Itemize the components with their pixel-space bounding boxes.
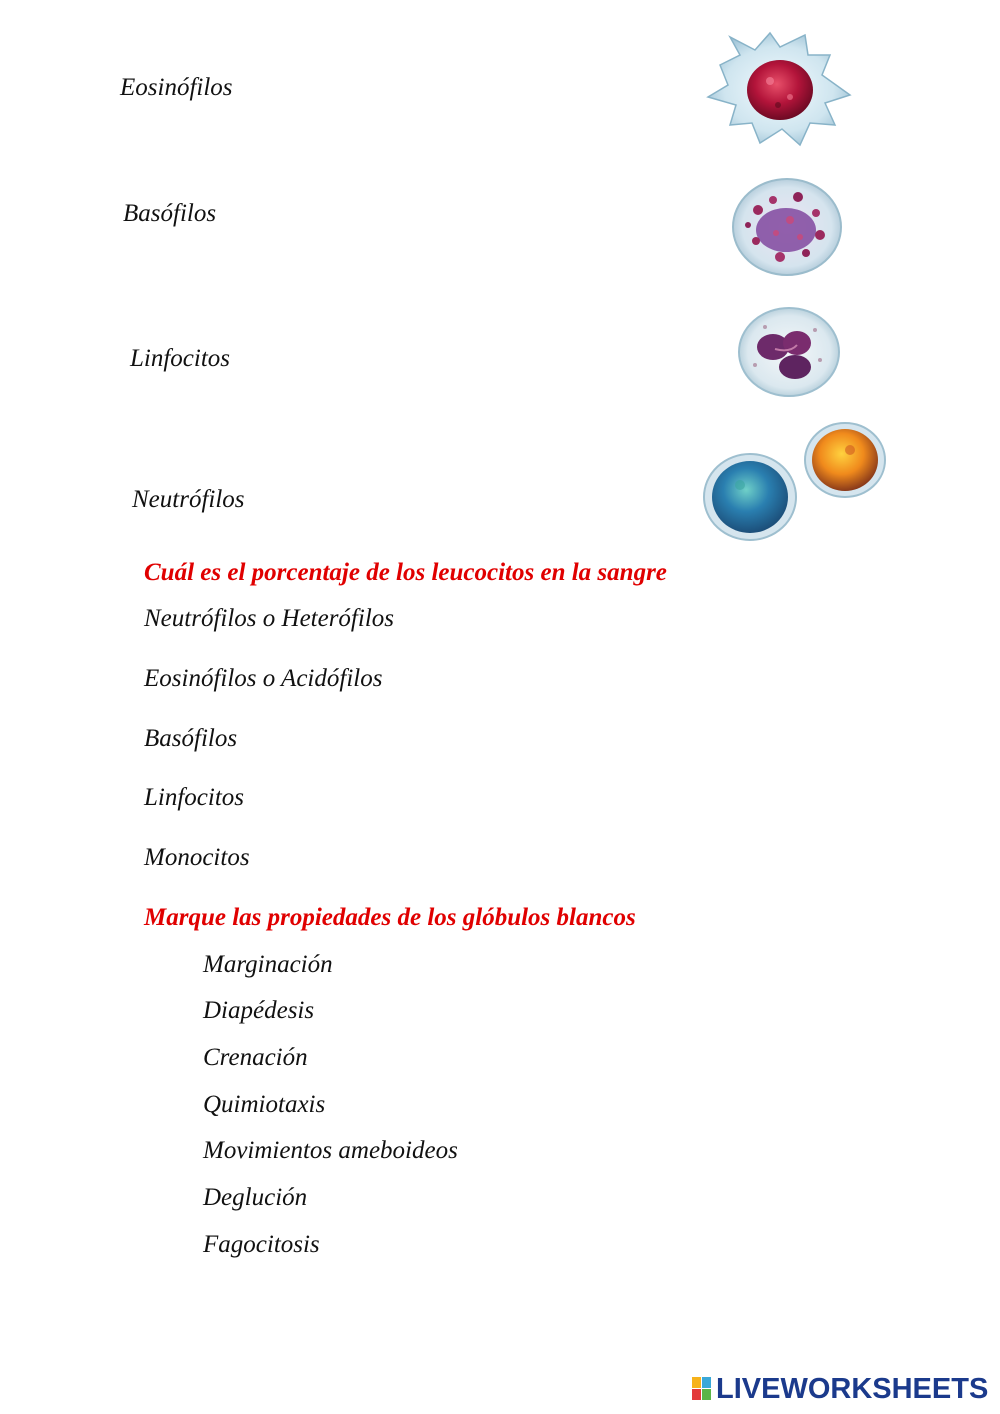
liveworksheets-logo-text: LIVEWORKSHEETS	[716, 1373, 989, 1405]
liveworksheets-logo	[692, 1373, 988, 1405]
lymphocyte-image	[735, 305, 843, 400]
basophil-image	[728, 175, 846, 280]
neutrophil-image	[700, 420, 890, 545]
percentage-item-neutrofilos: Neutrófilos o Heterófilos	[144, 605, 394, 632]
property-item-fagocitosis: Fagocitosis	[203, 1231, 320, 1258]
percentage-item-monocitos: Monocitos	[144, 844, 250, 871]
property-item-deglucion: Deglución	[203, 1184, 308, 1211]
percentage-heading: Cuál es el porcentaje de los leucocitos en la sangre	[144, 559, 667, 586]
property-item-marginacion: Marginación	[203, 951, 333, 978]
liveworksheets-logo-icon	[692, 1377, 712, 1401]
property-item-quimiotaxis: Quimiotaxis	[203, 1091, 326, 1118]
property-item-crenacion: Crenación	[203, 1044, 308, 1071]
eosinophil-image	[700, 25, 855, 150]
percentage-item-linfocitos: Linfocitos	[144, 784, 245, 811]
label-basofilos: Basófilos	[123, 200, 217, 227]
label-eosinofilos: Eosinófilos	[120, 74, 233, 101]
properties-heading: Marque las propiedades de los glóbulos blancos	[144, 904, 636, 931]
label-neutrofilos: Neutrófilos	[132, 486, 245, 513]
percentage-item-basofilos: Basófilos	[144, 725, 238, 752]
label-linfocitos: Linfocitos	[130, 345, 231, 372]
property-item-diapedesis: Diapédesis	[203, 997, 315, 1024]
property-item-movimientos-ameboideos: Movimientos ameboideos	[203, 1137, 458, 1164]
percentage-item-eosinofilos: Eosinófilos o Acidófilos	[144, 665, 383, 692]
